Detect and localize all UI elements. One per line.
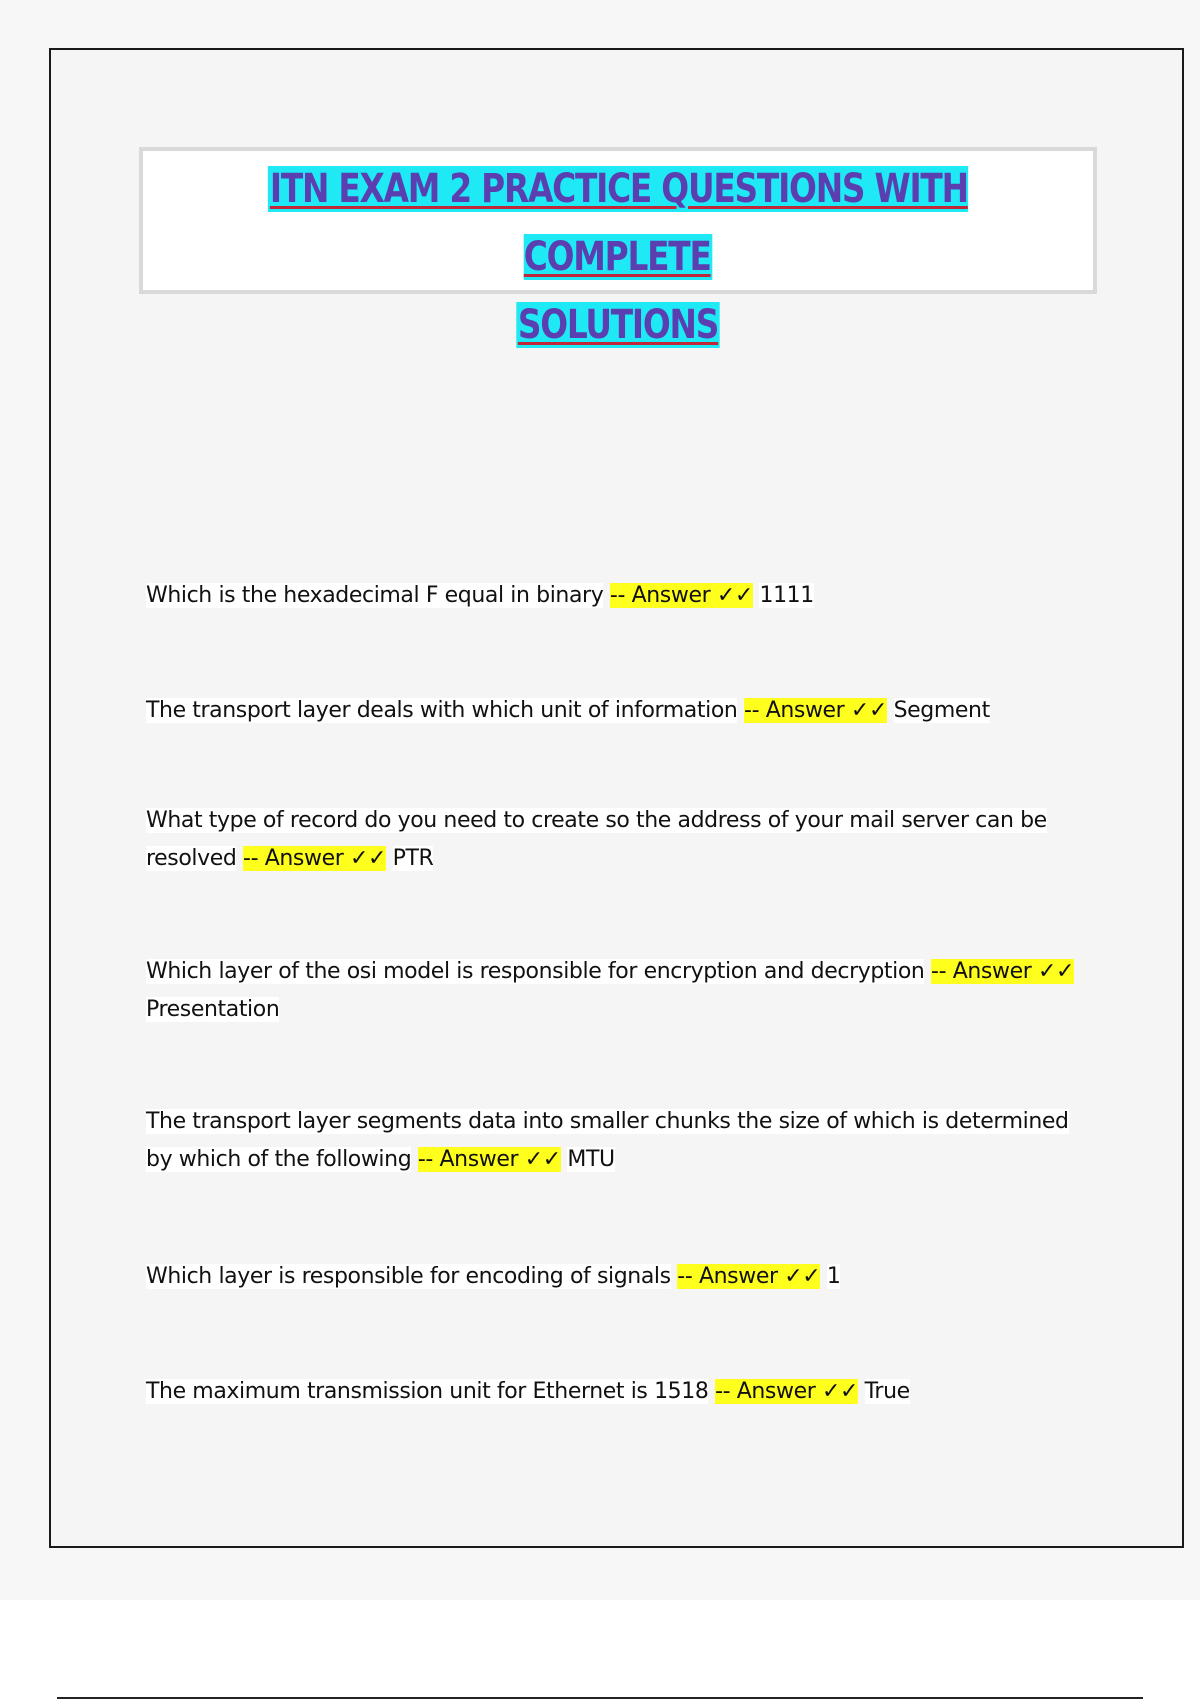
qa-item-2	[146, 692, 1076, 730]
answer-text: PTR	[392, 846, 434, 871]
question-text: Which layer of the osi model is responsible for encryption and decryption	[146, 959, 925, 984]
question-text: Which is the hexadecimal F equal in binary	[146, 583, 604, 608]
answer-marker: -- Answer ✓✓	[677, 1264, 821, 1289]
title-line-1: ITN EXAM 2 PRACTICE QUESTIONS WITH COMPLETE	[269, 166, 968, 280]
qa-item-5	[146, 1103, 1076, 1179]
qa-item-7	[146, 1373, 1076, 1411]
qa-item-4	[146, 953, 1076, 1029]
answer-text: MTU	[567, 1147, 615, 1172]
answer-text: 1111	[759, 583, 814, 608]
answer-marker: -- Answer ✓✓	[417, 1147, 561, 1172]
title-box	[139, 147, 1097, 348]
question-text: What type of record do you need to create so the address of your mail server can be resolved	[146, 808, 1047, 871]
next-page-rule	[57, 1697, 1143, 1699]
answer-marker: -- Answer ✓✓	[609, 583, 753, 608]
answer-text: Presentation	[146, 997, 280, 1022]
answer-marker: -- Answer ✓✓	[931, 959, 1075, 984]
answer-text: True	[864, 1379, 910, 1404]
qa-item-1	[146, 577, 1076, 615]
answer-marker: -- Answer ✓✓	[715, 1379, 859, 1404]
answer-marker: -- Answer ✓✓	[243, 846, 387, 871]
answer-text: 1	[826, 1264, 841, 1289]
question-text: Which layer is responsible for encoding of signals	[146, 1264, 671, 1289]
document-title	[192, 155, 1045, 359]
question-text: The transport layer deals with which unit of information	[146, 698, 738, 723]
page-gap	[0, 1600, 1200, 1700]
document-page	[49, 48, 1184, 1548]
title-line-2: SOLUTIONS	[517, 302, 719, 348]
qa-item-6	[146, 1258, 1076, 1296]
qa-item-3	[146, 802, 1076, 878]
answer-marker: -- Answer ✓✓	[744, 698, 887, 723]
question-text: The transport layer segments data into smaller chunks the size of which is determined by which of the following	[146, 1109, 1069, 1172]
answer-text: Segment	[893, 698, 990, 723]
question-text: The maximum transmission unit for Ethernet is 1518	[146, 1379, 709, 1404]
